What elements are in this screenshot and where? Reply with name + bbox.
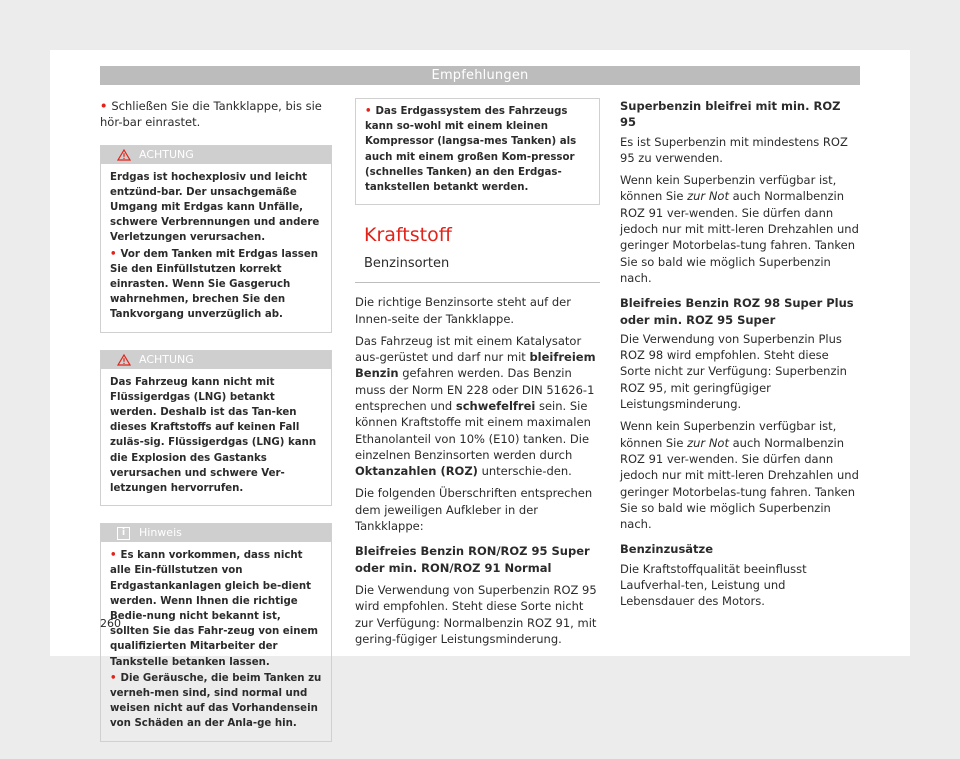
warning-box-2-title: ACHTUNG xyxy=(139,352,194,366)
super95-heading: Superbenzin bleifrei mit min. ROZ 95 xyxy=(620,99,841,130)
ron95-heading: Bleifreies Benzin RON/ROZ 95 Super oder min. RON/ROZ 91 Normal xyxy=(355,544,590,575)
additives-heading: Benzinzusätze xyxy=(620,542,714,557)
note-box-header xyxy=(101,524,331,542)
warning-box-2-body xyxy=(101,369,331,506)
warning-box-2-header xyxy=(101,351,331,369)
bullet-icon: • xyxy=(110,550,117,562)
column-left xyxy=(100,98,332,759)
additives-paragraph: Die Kraftstoffqualität beeinflusst Laufverhal-ten, Leistung und Lebensdauer des Motors. xyxy=(620,561,807,609)
info-icon: i xyxy=(117,527,130,540)
superplus98-fallback-paragraph: Wenn kein Superbenzin verfügbar ist, können Sie zur Not auch Normalbenzin ROZ 91 ver-wenden. Sie dürfen dann jedoch nur mit mitt-leren Drehzahlen und geringer Motorbelas-tung fahren. Tanken Sie so bald wie möglich Superbenzin nach. xyxy=(620,419,859,532)
note-box-title: Hinweis xyxy=(139,526,182,540)
ron95-paragraph: Die Verwendung von Superbenzin ROZ 95 wird empfohlen. Steht diese Sorte nicht zur Verfügung: Normalbenzin ROZ 91, mit gering-fügiger Leistungsminderung. xyxy=(355,582,597,646)
warning-triangle-icon xyxy=(117,354,131,366)
intro-text: Schließen Sie die Tankklappe, bis sie hör-bar einrastet. xyxy=(100,99,322,130)
intro-paragraph xyxy=(100,98,332,131)
bullet-icon: • xyxy=(110,248,117,260)
note-item-1: • Es kann vorkommen, dass nicht alle Ein-füllstutzen von Erdgastankanlagen gleich be-dient werden. Wenn Ihnen die richtige Bedie-nung nicht bekannt ist, sollten Sie das Fahr-zeug von einem qualifizierten Mitarbeiter der Tankstelle betanken lassen. xyxy=(110,550,318,668)
bullet-icon: • xyxy=(365,106,372,117)
column-middle xyxy=(355,98,600,653)
bullet-icon: • xyxy=(100,99,108,113)
note-item-2: • Die Geräusche, die beim Tanken zu verneh-men sind, sind normal und weisen nicht auf das Vorhandensein von Schäden an der Anla-ge hin. xyxy=(110,672,322,730)
warning-box-2-text: Das Fahrzeug kann nicht mit Flüssigerdgas (LNG) betankt werden. Deshalb ist das Tan-ken dieses Kraftstoffs auf keinen Fall zuläs-sig. Flüssigerdgas (LNG) kann die Explosion des Gastanks verursachen und schwere Ver-letzungen hervorrufen. xyxy=(110,376,317,495)
warning-box-2 xyxy=(100,350,332,507)
catalyst-paragraph: Das Fahrzeug ist mit einem Katalysator aus-gerüstet und darf nur mit bleifreiem Benzin gefahren werden. Das Benzin muss der Norm EN 228 oder DIN 51626-1 entsprechen und schwefelfrei sein. Sie können Kraftstoffe mit einem maximalen Ethanolanteil von 10% (E10) tanken. Die einzelnen Benzinsorten werden durch Oktanzahlen (ROZ) unterschie-den. xyxy=(355,333,596,479)
warning-box-1-body xyxy=(101,164,331,332)
page-number: 260 xyxy=(100,617,121,630)
section-heading: Kraftstoff xyxy=(364,224,452,247)
superplus98-heading: Bleifreies Benzin ROZ 98 Super Plus oder min. ROZ 95 Super xyxy=(620,296,854,327)
sticker-paragraph: Die folgenden Überschriften entsprechen dem jeweiligen Aufkleber in der Tankklappe: xyxy=(355,486,593,534)
warning-box-1-title: ACHTUNG xyxy=(139,147,194,161)
note-box-body xyxy=(101,542,331,740)
gas-system-text: • Das Erdgassystem des Fahrzeugs kann so-wohl mit einem kleinen Kompressor (langsa-mes Tanken) als auch mit einem großen Kom-pressor (schnelles Tanken) an den Erdgas-tankstellen betankt werden. xyxy=(365,106,577,194)
warning-box-1-bullet: • Vor dem Tanken mit Erdgas lassen Sie den Einfüllstutzen korrekt einrasten. Wenn Sie Gasgeruch wahrnehmen, brechen Sie den Tankvorgang unverzüglich ab. xyxy=(110,248,318,321)
page-header: Empfehlungen xyxy=(100,66,860,85)
gas-system-box-body xyxy=(356,99,599,204)
warning-box-1 xyxy=(100,145,332,333)
section-divider xyxy=(355,282,600,283)
warning-triangle-icon xyxy=(117,149,131,161)
super95-paragraph: Es ist Superbenzin mit mindestens ROZ 95 zu verwenden. xyxy=(620,134,848,165)
warning-box-1-header xyxy=(101,146,331,164)
gas-system-box xyxy=(355,98,600,205)
bullet-icon: • xyxy=(110,672,117,684)
section-subheading: Benzinsorten xyxy=(364,256,450,272)
column-right xyxy=(620,98,860,616)
warning-box-1-text: Erdgas ist hochexplosiv und leicht entzünd-bar. Der unsachgemäße Umgang mit Erdgas kann Unfälle, schwere Verbrennungen und andere Verletzungen verursachen. xyxy=(110,171,320,244)
super95-fallback-paragraph: Wenn kein Superbenzin verfügbar ist, können Sie zur Not auch Normalbenzin ROZ 91 ver-wenden. Sie dürfen dann jedoch nur mit mitt-leren Drehzahlen und geringer Motorbelas-tung fahren. Tanken Sie so bald wie möglich Superbenzin nach. xyxy=(620,173,859,285)
note-box xyxy=(100,523,332,741)
fuel-location-paragraph: Die richtige Benzinsorte steht auf der Innen-seite der Tankklappe. xyxy=(355,295,571,326)
superplus98-paragraph: Die Verwendung von Superbenzin Plus ROZ 98 wird empfohlen. Steht diese Sorte nicht zur Verfügung: Superbenzin ROZ 95, mit geringfügiger Leistungsminderung. xyxy=(620,331,847,412)
